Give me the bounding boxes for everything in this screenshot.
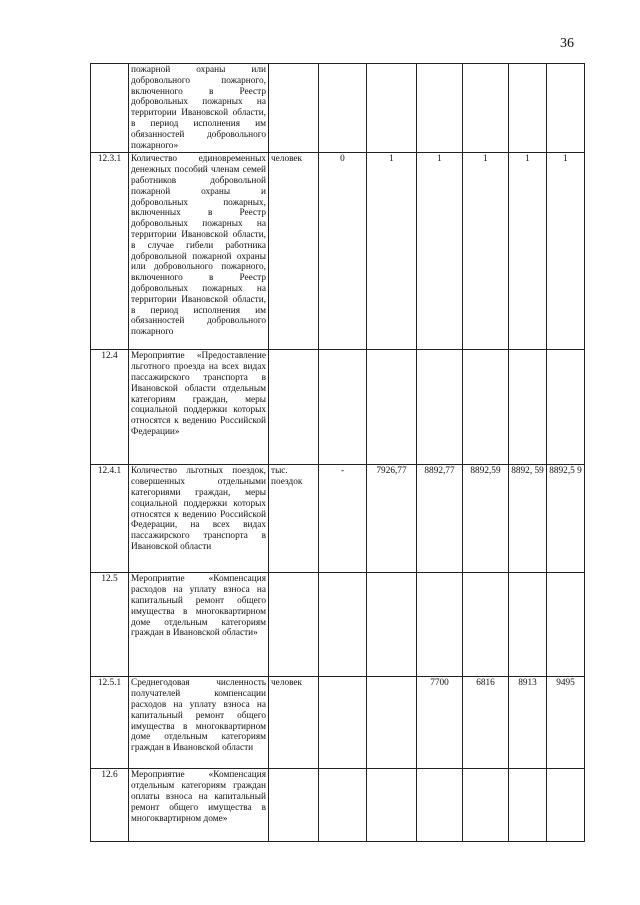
unit-cell: человек: [269, 153, 319, 350]
value-cell: [319, 64, 367, 153]
value-cell: [367, 350, 417, 465]
row-number-cell: 12.5: [91, 573, 129, 677]
value-cell: 1: [547, 153, 585, 350]
row-number-cell: 12.5.1: [91, 677, 129, 769]
table-row: [91, 350, 585, 465]
description-cell: Мероприятие «Компенсация отдельным категориям граждан оплаты взноса на капитальный ремонт общего имущества в многоквартирном доме»: [129, 769, 269, 842]
value-cell: [417, 350, 463, 465]
value-cell: 1: [463, 153, 509, 350]
value-cell: 7700: [417, 677, 463, 769]
description-cell: Количество единовременных денежных пособий членам семей работников добровольной пожарной охраны и добровольных пожарных, включенных в Реестр добровольных пожарных на территории Ивановской области, в случае гибели работника добровольной пожарной охраны или добровольного пожарного, включенного в Реестр добровольных пожарных на территории Ивановской области, в период исполнения им обязанностей добровольного пожарного: [129, 153, 269, 350]
value-cell: 1: [367, 153, 417, 350]
description-cell: пожарной охраны или добровольного пожарного, включенного в Реестр добровольных пожарных на территории Ивановской области, в период исполнения им обязанностей добровольного пожарного»: [129, 64, 269, 153]
unit-cell: [269, 769, 319, 842]
value-cell: 0: [319, 153, 367, 350]
description-cell: Мероприятие «Компенсация расходов на уплату взноса на капитальный ремонт общего имущества в многоквартирном доме отдельным категориям граждан в Ивановской области»: [129, 573, 269, 677]
table-row: [91, 153, 585, 350]
row-number-cell: 12.4: [91, 350, 129, 465]
value-cell: -: [319, 465, 367, 573]
table-row: [91, 677, 585, 769]
value-cell: [367, 769, 417, 842]
unit-cell: тыс. поездок: [269, 465, 319, 573]
description-cell: Мероприятие «Предоставление льготного проезда на всех видах пассажирского транспорта в Ивановской области отдельным категориям граждан, меры социальной поддержки которых относятся к ведению Российской Федерации»: [129, 350, 269, 465]
value-cell: [463, 769, 509, 842]
indicator-table: [90, 63, 585, 842]
value-cell: [319, 677, 367, 769]
row-number-cell: [91, 64, 129, 153]
value-cell: [319, 350, 367, 465]
table-row: [91, 64, 585, 153]
value-cell: 7926,77: [367, 465, 417, 573]
row-number-cell: 12.6: [91, 769, 129, 842]
value-cell: [319, 769, 367, 842]
value-cell: [319, 573, 367, 677]
table-row: [91, 573, 585, 677]
unit-cell: [269, 350, 319, 465]
unit-cell: человек: [269, 677, 319, 769]
table-row: [91, 465, 585, 573]
value-cell: [463, 64, 509, 153]
value-cell: [417, 64, 463, 153]
value-cell: [367, 64, 417, 153]
row-number-cell: 12.4.1: [91, 465, 129, 573]
value-cell: [509, 573, 547, 677]
value-cell: [417, 573, 463, 677]
description-cell: Среднегодовая численность получателей компенсации расходов на уплату взноса на капитальный ремонт общего имущества в многоквартирном доме отдельным категориям граждан в Ивановской области: [129, 677, 269, 769]
unit-cell: [269, 64, 319, 153]
value-cell: [509, 64, 547, 153]
value-cell: [509, 350, 547, 465]
value-cell: 8892, 59: [509, 465, 547, 573]
value-cell: 8892,77: [417, 465, 463, 573]
table-row: [91, 769, 585, 842]
value-cell: [367, 573, 417, 677]
value-cell: [547, 64, 585, 153]
value-cell: 1: [417, 153, 463, 350]
value-cell: 8913: [509, 677, 547, 769]
value-cell: 8892,59: [463, 465, 509, 573]
value-cell: [463, 350, 509, 465]
description-cell: Количество льготных поездок, совершенных отдельными категориями граждан, меры социальной поддержки которых относятся к ведению Российской Федерации, на всех видах пассажирского транспорта в Ивановской области: [129, 465, 269, 573]
value-cell: 9495: [547, 677, 585, 769]
row-number-cell: 12.3.1: [91, 153, 129, 350]
value-cell: 6816: [463, 677, 509, 769]
unit-cell: [269, 573, 319, 677]
value-cell: [463, 573, 509, 677]
value-cell: [547, 350, 585, 465]
value-cell: [547, 769, 585, 842]
page-number: 36: [560, 36, 574, 51]
value-cell: [417, 769, 463, 842]
value-cell: 1: [509, 153, 547, 350]
value-cell: [547, 573, 585, 677]
value-cell: [367, 677, 417, 769]
value-cell: [509, 769, 547, 842]
value-cell: 8892,5 9: [547, 465, 585, 573]
